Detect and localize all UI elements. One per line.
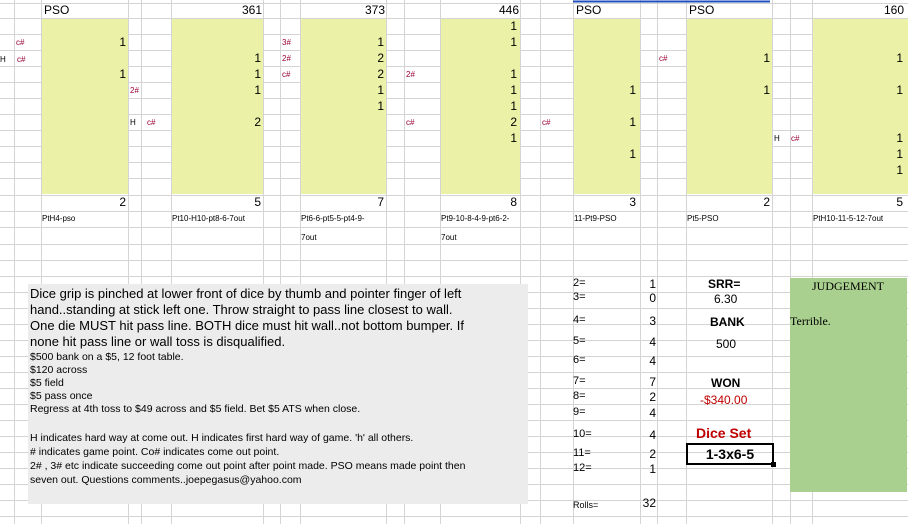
point-mark: H <box>130 118 136 127</box>
point-mark: 3# <box>282 38 291 47</box>
cell-fill-handle[interactable] <box>771 462 776 467</box>
roll-sequence: Pt6-6-pt5-5-pt4-9- <box>301 214 365 223</box>
stat-value: 2 <box>649 390 656 404</box>
description-line: $5 pass once <box>30 390 93 402</box>
stat-label: 11= <box>573 447 591 459</box>
judgement-title: JUDGEMENT <box>812 279 884 293</box>
column-total: 2 <box>119 195 126 209</box>
roll-count: 1 <box>510 19 517 33</box>
roll-sequence-cont: 7out <box>441 233 457 242</box>
dice-set-label: Dice Set <box>696 425 752 441</box>
left-hardway-mark: H <box>0 55 6 64</box>
column-header: 160 <box>883 3 904 17</box>
rolls-label: Rolls= <box>573 500 599 510</box>
won-label: WON <box>711 376 741 390</box>
column-total: 3 <box>629 195 636 209</box>
point-mark: 2# <box>406 70 415 79</box>
roll-count: 1 <box>510 99 517 113</box>
stat-label: 12= <box>573 462 592 474</box>
stat-label: 8= <box>573 390 586 402</box>
roll-count: 1 <box>377 83 384 97</box>
column-header: PSO <box>44 3 70 17</box>
roll-count: 2 <box>254 115 261 129</box>
roll-sequence: PtH4-pso <box>42 214 76 223</box>
point-mark: c# <box>282 70 291 79</box>
point-mark: 2# <box>130 86 139 95</box>
roll-count: 1 <box>629 147 636 161</box>
column-header: 373 <box>364 3 385 17</box>
column-total: 5 <box>254 195 261 209</box>
stat-label: 6= <box>573 354 586 366</box>
dice-set-cell[interactable] <box>686 443 774 465</box>
roll-count: 1 <box>896 147 903 161</box>
left-comeout-mark: c# <box>17 55 26 64</box>
roll-count: 1 <box>763 83 770 97</box>
point-mark: c# <box>16 38 25 47</box>
bank-value: 500 <box>716 337 737 351</box>
description-box <box>28 284 528 504</box>
roll-count: 2 <box>377 51 384 65</box>
srr-value: 6.30 <box>714 292 738 306</box>
description-line: seven out. Questions comments..joepegasus@yahoo.com <box>30 474 302 486</box>
roll-count: 1 <box>254 83 261 97</box>
stat-label: 10= <box>573 428 592 440</box>
description-line: hand..standing at stick left one. Throw straight to pass line closest to wall. <box>30 302 453 317</box>
description-line: One die MUST hit pass line. BOTH dice must hit wall..not bottom bumper. If <box>30 318 464 333</box>
point-mark: c# <box>406 118 415 127</box>
roll-count: 1 <box>896 51 903 65</box>
roll-sequence: Pt10-H10-pt8-6-7out <box>172 214 245 223</box>
column-header: PSO <box>576 3 602 17</box>
roll-count: 1 <box>254 67 261 81</box>
column-header: 446 <box>498 3 519 17</box>
roll-sequence: PtH10-11-5-12-7out <box>813 214 884 223</box>
stat-value: 4 <box>649 354 656 368</box>
description-line: $120 across <box>30 364 88 376</box>
roll-count: 1 <box>629 115 636 129</box>
stat-value: 4 <box>649 428 656 442</box>
column-highlight <box>574 19 640 194</box>
roll-count: 1 <box>510 131 517 145</box>
description-line: # indicates game point. Co# indicates come out point. <box>30 446 280 458</box>
roll-count: 1 <box>510 35 517 49</box>
column-total: 5 <box>896 195 903 209</box>
stat-value: 1 <box>649 462 656 476</box>
point-mark: c# <box>791 134 800 143</box>
column-header: 361 <box>241 3 262 17</box>
roll-count: 2 <box>377 67 384 81</box>
stat-value: 7 <box>649 375 656 389</box>
roll-count: 1 <box>629 83 636 97</box>
column-highlight <box>687 19 772 194</box>
roll-count: 1 <box>896 163 903 177</box>
description-line: $5 field <box>30 377 64 389</box>
won-value: -$340.00 <box>700 393 748 407</box>
roll-count: 1 <box>896 83 903 97</box>
column-header: PSO <box>689 3 715 17</box>
stat-label: 3= <box>573 291 586 303</box>
judgement-text: Terrible. <box>790 314 831 328</box>
stat-label: 4= <box>573 314 586 326</box>
point-mark: c# <box>147 118 156 127</box>
roll-count: 1 <box>377 35 384 49</box>
roll-count: 1 <box>119 35 126 49</box>
stat-label: 7= <box>573 375 586 387</box>
stat-label: 2= <box>573 277 586 289</box>
description-line: H indicates hard way at come out. H indicates first hard way of game. 'h' all others. <box>30 432 414 444</box>
roll-sequence: Pt5-PSO <box>687 214 719 223</box>
stat-label: 9= <box>573 406 586 418</box>
stat-value: 4 <box>649 335 656 349</box>
rolls-value: 32 <box>642 496 656 510</box>
description-line: none hit pass line or wall toss is disqualified. <box>30 334 286 349</box>
description-line: Regress at 4th toss to $49 across and $5 field. Bet $5 ATS when close. <box>30 403 361 415</box>
column-total: 8 <box>510 195 517 209</box>
roll-count: 1 <box>119 67 126 81</box>
roll-count: 1 <box>510 67 517 81</box>
stat-value: 0 <box>649 291 656 305</box>
column-total: 2 <box>763 195 770 209</box>
stat-value: 3 <box>649 314 656 328</box>
description-line: $500 bank on a $5, 12 foot table. <box>30 351 184 363</box>
column-total: 7 <box>377 195 384 209</box>
judgement-box <box>790 278 907 492</box>
roll-sequence: Pt9-10-8-4-9-pt6-2- <box>441 214 510 223</box>
roll-count: 1 <box>763 51 770 65</box>
point-mark: H <box>774 134 780 143</box>
description-line: 2# , 3# etc indicate succeeding come out point after point made. PSO means made point then <box>30 460 466 472</box>
stat-value: 4 <box>649 406 656 420</box>
roll-count: 1 <box>377 99 384 113</box>
column-highlight <box>172 19 263 194</box>
stat-value: 2 <box>649 447 656 461</box>
bank-label: BANK <box>710 315 745 329</box>
srr-label: SRR= <box>708 277 741 291</box>
roll-sequence: 11-Pt9-PSO <box>574 214 617 223</box>
roll-count: 1 <box>254 51 261 65</box>
point-mark: c# <box>659 54 668 63</box>
dice-set-value: 1-3x6-5 <box>705 446 755 462</box>
roll-count: 2 <box>510 115 517 129</box>
point-mark: c# <box>542 118 551 127</box>
stat-value: 1 <box>649 277 656 291</box>
description-line: Dice grip is pinched at lower front of dice by thumb and pointer finger of left <box>30 286 462 301</box>
roll-count: 1 <box>896 131 903 145</box>
stat-label: 5= <box>573 335 586 347</box>
roll-sequence-cont: 7out <box>301 233 317 242</box>
point-mark: 2# <box>282 54 291 63</box>
roll-count: 1 <box>510 83 517 97</box>
